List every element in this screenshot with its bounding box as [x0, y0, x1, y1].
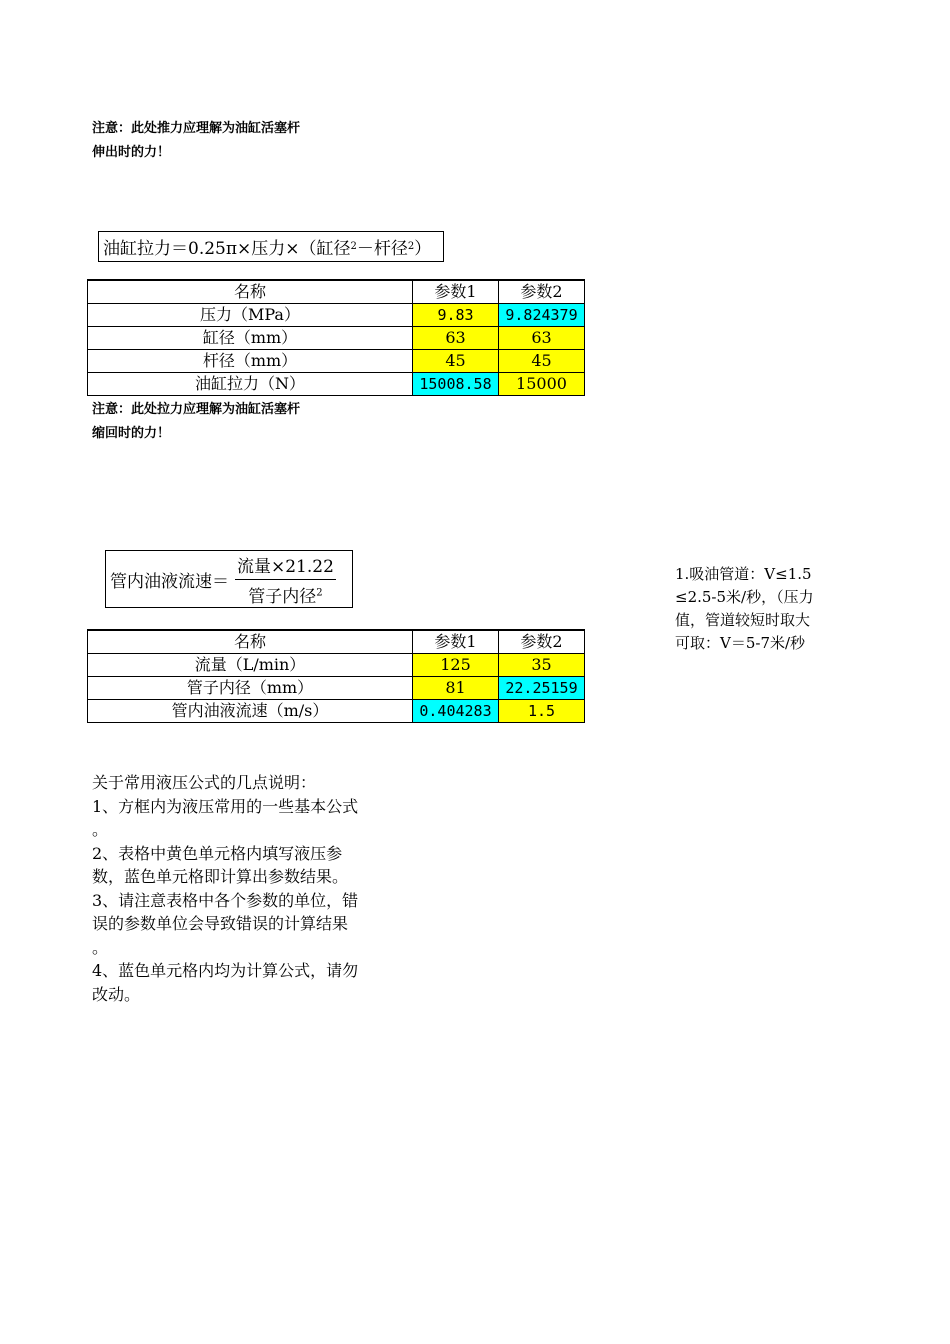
- pull-note-line-2: 缩回时的力！: [92, 426, 171, 441]
- table-header-row: [88, 630, 585, 654]
- flow-velocity-table: [87, 629, 585, 723]
- explanation-line: 。: [92, 820, 109, 839]
- pull-note-line-1: 注意：此处拉力应理解为油缸活塞杆: [92, 402, 301, 417]
- header-param2: 参数2: [499, 280, 585, 304]
- push-note-line-1: 注意：此处推力应理解为油缸活塞杆: [92, 121, 301, 136]
- input-cell[interactable]: 81: [413, 677, 499, 700]
- input-cell[interactable]: 15000: [499, 373, 585, 396]
- explanation-notes: [92, 771, 412, 1006]
- input-cell[interactable]: 63: [413, 327, 499, 350]
- header-param2: 参数2: [499, 630, 585, 654]
- input-cell[interactable]: 45: [499, 350, 585, 373]
- header-name: 名称: [88, 280, 413, 304]
- formula-mid: －杆径: [356, 239, 408, 259]
- table-row: [88, 700, 585, 723]
- side-note-line-3: 值，管道较短时取大: [675, 611, 811, 629]
- row-label: 流量（L/min）: [88, 654, 413, 677]
- result-cell[interactable]: 22.25159: [499, 677, 585, 700]
- explanation-line: 3、请注意表格中各个参数的单位，错: [92, 890, 359, 910]
- table-row: [88, 350, 585, 373]
- table-row: [88, 654, 585, 677]
- explanation-line: 2、表格中黄色单元格内填写液压参: [92, 843, 343, 863]
- row-label: 管子内径（mm）: [88, 677, 413, 700]
- table-header-row: [88, 280, 585, 304]
- formula-fraction: [235, 552, 336, 607]
- table-row: [88, 304, 585, 327]
- denominator-text: 管子内径: [248, 586, 317, 607]
- pull-force-note: [92, 398, 300, 446]
- pipe-velocity-side-note: [675, 563, 848, 655]
- explanation-line: 1、方框内为液压常用的一些基本公式: [92, 796, 359, 816]
- explanation-line: 数，蓝色单元格即计算出参数结果。: [92, 867, 349, 886]
- result-cell[interactable]: 0.404283: [413, 700, 499, 723]
- side-note-line-4: 可取：V＝5-7米/秒: [675, 634, 806, 652]
- formula-denominator: [246, 580, 324, 607]
- formula-lhs: 油缸拉力: [103, 239, 171, 259]
- table-row: [88, 677, 585, 700]
- row-label: 杆径（mm）: [88, 350, 413, 373]
- table-row: [88, 373, 585, 396]
- explanation-title: 关于常用液压公式的几点说明：: [92, 773, 317, 792]
- formula-lhs: 管内油液流速＝: [110, 571, 229, 592]
- side-note-line-1: 1.吸油管道：V≤1.5: [675, 565, 812, 583]
- flow-velocity-formula: [105, 550, 353, 608]
- explanation-line: 4、蓝色单元格内均为计算公式，请勿: [92, 961, 359, 980]
- input-cell[interactable]: 9.83: [413, 304, 499, 327]
- input-cell[interactable]: 35: [499, 654, 585, 677]
- explanation-line: 。: [92, 937, 109, 957]
- input-cell[interactable]: 125: [413, 654, 499, 677]
- pull-force-table: [87, 279, 585, 396]
- explanation-line: 改动。: [92, 984, 141, 1004]
- table-row: [88, 327, 585, 350]
- push-note-line-2: 伸出时的力！: [92, 145, 171, 160]
- row-label: 压力（MPa）: [88, 304, 413, 327]
- row-label: 缸径（mm）: [88, 327, 413, 350]
- input-cell[interactable]: 45: [413, 350, 499, 373]
- formula-close: ）: [414, 239, 432, 259]
- row-label: 油缸拉力（N）: [88, 373, 413, 396]
- result-cell[interactable]: 15008.58: [413, 373, 499, 396]
- push-force-note: [92, 117, 300, 165]
- explanation-line: 误的参数单位会导致错误的计算结果: [92, 914, 349, 933]
- header-param1: 参数1: [413, 630, 499, 654]
- formula-sup-2: 2: [407, 241, 415, 252]
- side-note-line-2: ≤2.5-5米/秒，（压力: [675, 588, 814, 606]
- header-name: 名称: [88, 630, 413, 654]
- formula-eq: ＝0.25π×压力×（缸径: [171, 239, 351, 259]
- input-cell[interactable]: 1.5: [499, 700, 585, 723]
- pull-force-formula: [98, 231, 444, 262]
- result-cell[interactable]: 9.824379: [499, 304, 585, 327]
- input-cell[interactable]: 63: [499, 327, 585, 350]
- denominator-sup: 2: [316, 586, 323, 598]
- formula-sup-1: 2: [350, 241, 357, 252]
- row-label: 管内油液流速（m/s）: [88, 700, 413, 723]
- header-param1: 参数1: [413, 280, 499, 304]
- formula-numerator: 流量×21.22: [235, 552, 336, 580]
